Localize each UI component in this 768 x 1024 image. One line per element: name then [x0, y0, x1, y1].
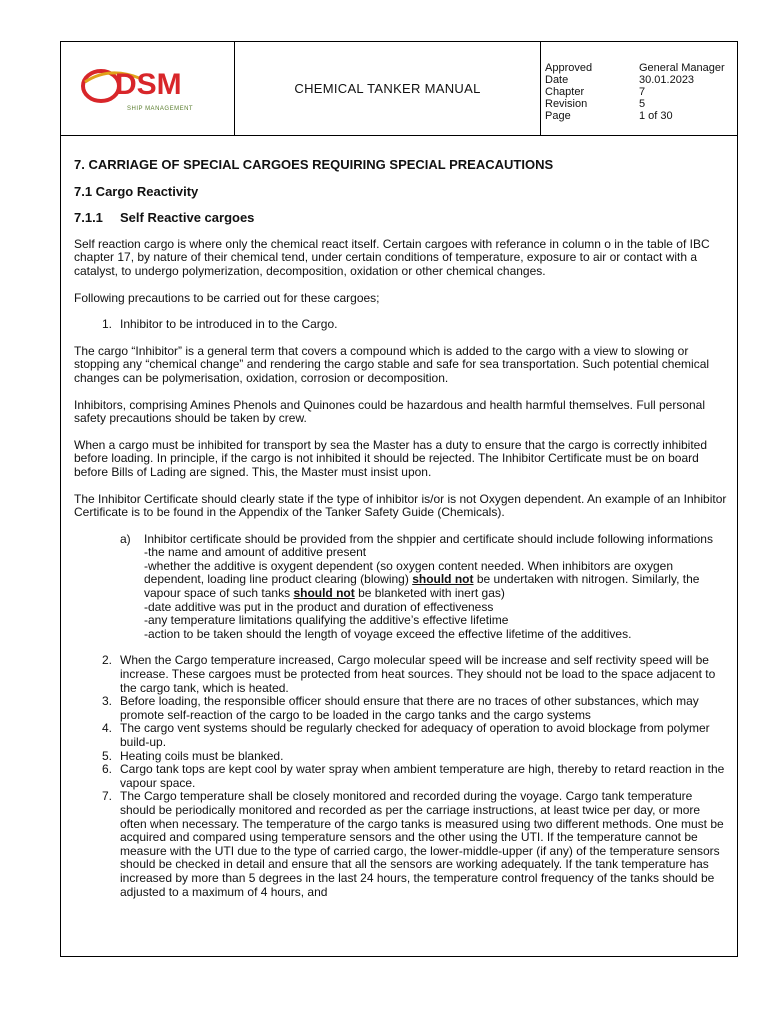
section-heading: 7.1 Cargo Reactivity: [74, 183, 199, 199]
list-text: Before loading, the responsible officer should ensure that there are no traces of other substances, which may promote self-reaction of the cargo to be loaded in the cargo tanks and the cargo systems: [120, 694, 699, 722]
text-run: be undertaken with nitrogen. Similarly, the vapour space of such tanks: [144, 572, 700, 601]
paragraph: Following precautions to be carried out for these cargoes;: [74, 290, 380, 305]
subsection-heading: [74, 211, 728, 225]
emphasis: should not: [293, 586, 355, 601]
sub-list-label: a): [120, 531, 131, 546]
logo-text: DSM: [115, 68, 182, 101]
list-text: When the Cargo temperature increased, Cargo molecular speed will be increase and self rectivity speed will be increase. These cargoes must be protected from heat sources. They should not be load to the space adjacent to the cargo tank, which is heated.: [120, 653, 716, 695]
meta-value: 7: [639, 86, 646, 98]
paragraph: The Inhibitor Certificate should clearly state if the type of inhibitor is/or is not Oxygen dependent. An example of an Inhibitor Certificate is to be found in the Appendix of the Tanker Safety Guide (Chemicals).: [74, 491, 727, 520]
meta-value: General Manager: [639, 62, 725, 74]
meta-value: 5: [639, 98, 646, 110]
manual-title-cell: [235, 42, 541, 135]
paragraph: Inhibitors, comprising Amines Phenols and Quinones could be hazardous and health harmful themselves. Full personal safety precautions should be taken by crew.: [74, 397, 706, 426]
list-item: [74, 722, 728, 749]
subsection-title: Self Reactive cargoes: [120, 210, 255, 226]
chapter-heading: 7. CARRIAGE OF SPECIAL CARGOES REQUIRING SPECIAL PREACAUTIONS: [74, 157, 554, 172]
meta-value: 1 of 30: [639, 110, 673, 122]
meta-key: Page: [545, 110, 571, 122]
meta-value: 30.01.2023: [639, 74, 695, 86]
meta-key: Date: [545, 74, 569, 86]
sub-list-line: -action to be taken should the length of voyage exceed the effective lifetime of the additives.: [144, 626, 632, 641]
list-number: 2.: [101, 653, 112, 668]
emphasis: should not: [412, 572, 474, 587]
list-item: [74, 750, 728, 764]
list-item: [74, 763, 728, 790]
sub-list-text: [144, 533, 728, 642]
sub-list-line: -any temperature limitations qualifying the additive’s effective lifetime: [144, 613, 509, 628]
list-item: [74, 695, 728, 722]
paragraph: Self reaction cargo is where only the chemical react itself. Certain cargoes with referance in column o in the table of IBC chapter 17, by nature of their chemical tend, under certain conditions of temperature, exposure to air or contact with a catalyst, to undergo polymerization, decomposition, oxidation or other chemical changes.: [74, 236, 710, 278]
sub-list-line: -date additive was put in the product and duration of effectiveness: [144, 599, 494, 614]
list-number: 1.: [101, 317, 112, 332]
sub-list-line: [144, 560, 728, 601]
list-text: Heating coils must be blanked.: [120, 748, 284, 763]
document-header: [61, 42, 737, 136]
list-number: 7.: [101, 789, 112, 804]
list-item: [74, 790, 728, 899]
paragraph: When a cargo must be inhibited for transport by sea the Master has a duty to ensure that the cargo is correctly inhibited before loading. In principle, if the cargo is not inhibited it should be rejected. The Inhibitor Certificate must be on board before Bills of Lading are signed. This, the Master must insist upon.: [74, 437, 707, 479]
list-text: Cargo tank tops are kept cool by water spray when ambient temperature are high, thereby to retard reaction in the vapour space.: [120, 762, 725, 790]
dsm-logo: [79, 60, 219, 118]
list-number: 4.: [101, 721, 112, 736]
document-page: [60, 41, 738, 957]
meta-row-date: [545, 74, 737, 86]
manual-title: CHEMICAL TANKER MANUAL: [294, 81, 481, 96]
sub-list-item: [120, 533, 728, 642]
meta-key: Approved: [545, 62, 593, 74]
meta-key: Revision: [545, 98, 588, 110]
list-item: [74, 654, 728, 695]
list-text: The cargo vent systems should be regularly checked for adequacy of operation to avoid blockage from polymer build-up.: [120, 721, 710, 749]
sub-list-line: -the name and amount of additive present: [144, 545, 367, 560]
list-number: 6.: [101, 762, 112, 777]
subsection-number: 7.1.1: [74, 210, 103, 226]
document-meta: [541, 42, 737, 135]
meta-row-approved: [545, 62, 737, 74]
meta-row-revision: [545, 98, 737, 110]
document-body: [74, 158, 728, 899]
list-item: [74, 318, 728, 332]
logo-cell: [61, 42, 235, 135]
text-run: -whether the additive is oxygent dependent (so oxygen content needed. When inhibitors are oxygen dependent, loading line product clearing (blowing): [144, 558, 674, 587]
list-text: The Cargo temperature shall be closely monitored and recorded during the voyage. Cargo tank temperature should be periodically monitored and recorded as per the carriage instructions, at least twice per day, or more often when necessary. The temperature of the cargo tanks is measured using two different methods. One must be acquired and compared using temperature sensors and the other using the UTI. If the temperature cannot be measure with the UTI due to the type of carried cargo, the lower-middle-upper (if any) of the temperature sensors should be checked in detail and ensure that all the sensors are working adequately. If the tank temperature has increased by more than 5 degrees in the last 24 hours, the temperature control frequency of the tanks should be adjusted to a maximum of 4 hours, and: [120, 789, 724, 899]
paragraph: The cargo “Inhibitor” is a general term that covers a compound which is added to the cargo with a view to slowing or stopping any “chemical change” and rendering the cargo stable and safe for sea transportation. Such potential chemical changes can be polymerisation, oxidation, corrosion or decomposition.: [74, 343, 710, 385]
meta-row-chapter: [545, 86, 737, 98]
list-text: Inhibitor to be introduced in to the Cargo.: [120, 317, 338, 332]
list-number: 5.: [101, 748, 112, 763]
logo-subtext: SHIP MANAGEMENT: [127, 106, 194, 112]
meta-key: Chapter: [545, 86, 585, 98]
sub-list-line: Inhibitor certificate should be provided from the shppier and certificate should include following informations: [144, 531, 713, 546]
meta-row-page: [545, 110, 737, 122]
text-run: be blanketed with inert gas): [358, 586, 505, 601]
list-number: 3.: [101, 694, 112, 709]
